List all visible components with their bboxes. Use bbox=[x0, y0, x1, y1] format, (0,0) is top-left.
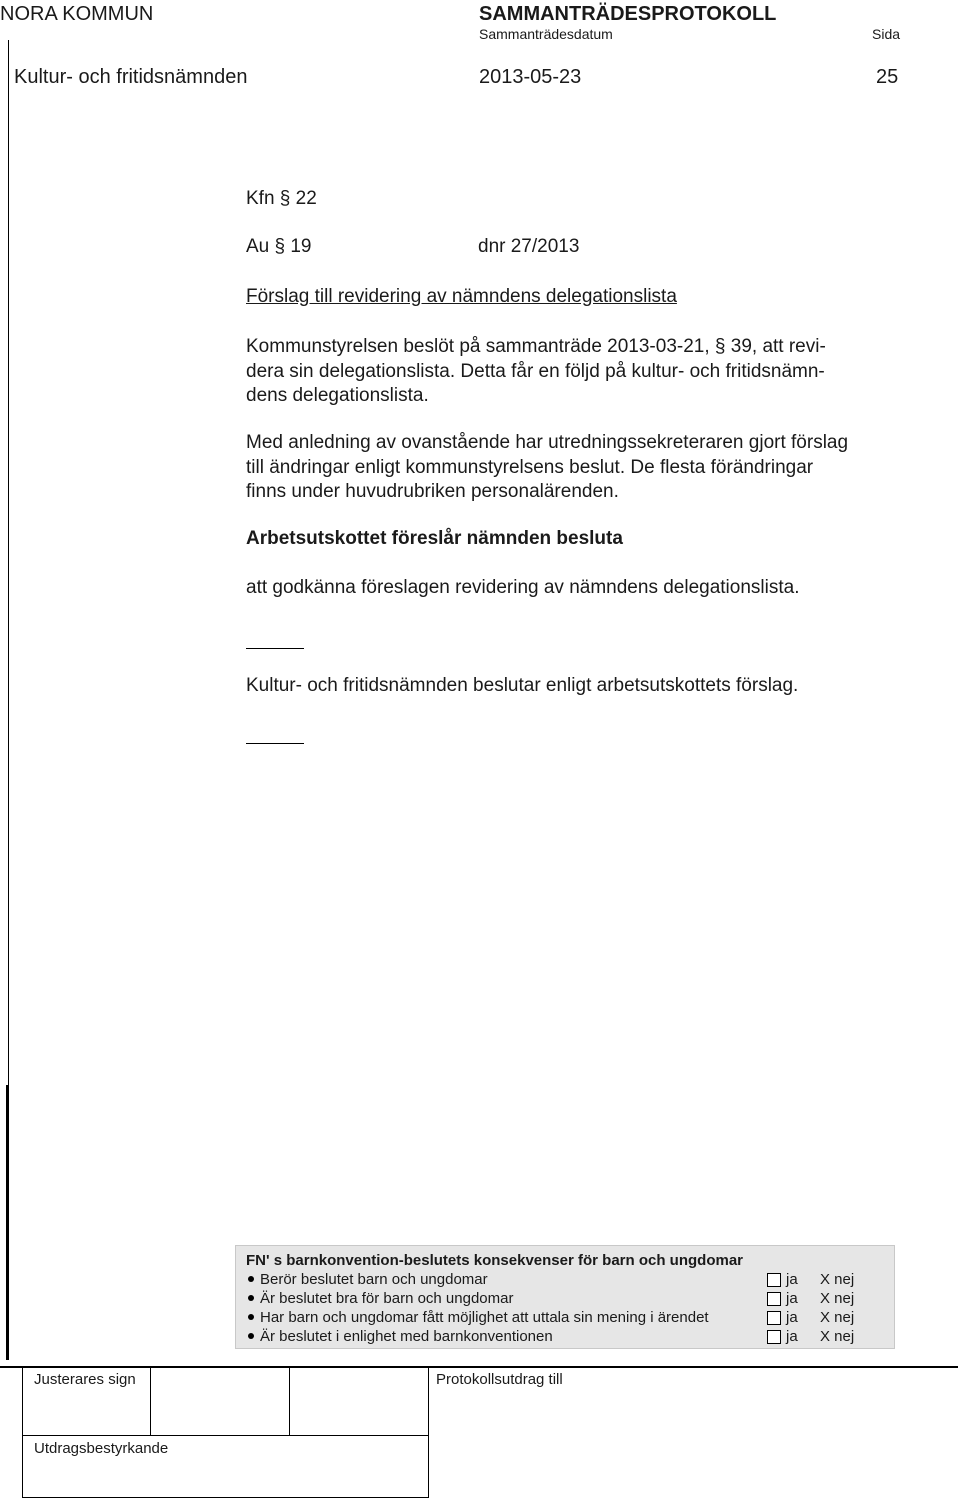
au-paragraph-number: Au § 19 bbox=[246, 236, 312, 257]
paragraph-line: finns under huvudrubriken personalärenden. bbox=[246, 481, 619, 502]
paragraph-proposal-basis bbox=[246, 431, 906, 505]
ja-checkbox[interactable] bbox=[767, 1330, 781, 1344]
paragraph-line: till ändringar enligt kommunstyrelsens beslut. De flesta förändringar bbox=[246, 456, 814, 478]
ja-checkbox[interactable] bbox=[767, 1292, 781, 1306]
child-rights-row bbox=[236, 1309, 894, 1328]
section-divider bbox=[246, 743, 304, 744]
child-rights-title: FN' s barnkonvention-beslutets konsekvenser för barn och ungdomar bbox=[246, 1252, 743, 1269]
bullet-icon bbox=[248, 1314, 254, 1320]
bullet-icon bbox=[248, 1276, 254, 1282]
committee-name: Kultur- och fritidsnämnden bbox=[14, 66, 248, 88]
child-rights-question: Berör beslutet barn och ungdomar bbox=[260, 1271, 488, 1288]
meeting-date: 2013-05-23 bbox=[479, 66, 582, 88]
page-number: 25 bbox=[876, 66, 899, 88]
bullet-icon bbox=[248, 1333, 254, 1339]
utdragsbestyrkande-label: Utdragsbestyrkande bbox=[34, 1440, 169, 1457]
child-rights-question: Är beslutet bra för barn och ungdomar bbox=[260, 1290, 514, 1307]
child-rights-question: Har barn och ungdomar fått möjlighet att uttala sin mening i ärendet bbox=[260, 1309, 709, 1326]
ja-checkbox[interactable] bbox=[767, 1273, 781, 1287]
left-margin-rule-bold bbox=[6, 1085, 9, 1360]
justerares-sign-label: Justerares sign bbox=[34, 1371, 136, 1388]
paragraph-line: dera sin delegationslista. Detta får en följd på kultur- och fritidsnämn- bbox=[246, 360, 825, 382]
paragraph-line: Med anledning av ovanstående har utredningssekreteraren gjort förslag bbox=[246, 432, 849, 453]
child-rights-row bbox=[236, 1290, 894, 1309]
protokollsutdrag-label: Protokollsutdrag till bbox=[436, 1371, 563, 1388]
footer-divider bbox=[289, 1368, 290, 1435]
child-rights-question: Är beslutet i enlighet med barnkonventionen bbox=[260, 1328, 553, 1345]
bullet-icon bbox=[248, 1295, 254, 1301]
date-label: Sammanträdesdatum bbox=[479, 26, 613, 42]
ja-label: ja bbox=[786, 1328, 798, 1345]
ja-checkbox[interactable] bbox=[767, 1311, 781, 1325]
nej-answer: X nej bbox=[820, 1328, 855, 1345]
footer-left-border bbox=[22, 1368, 23, 1498]
ja-label: ja bbox=[786, 1271, 798, 1288]
case-title: Förslag till revidering av nämndens delegationslista bbox=[246, 286, 677, 307]
child-rights-row bbox=[236, 1271, 894, 1290]
footer-mid-rule bbox=[22, 1435, 428, 1436]
footer-bottom-rule bbox=[22, 1497, 428, 1498]
nej-answer: X nej bbox=[820, 1271, 855, 1288]
page-label: Sida bbox=[872, 26, 901, 42]
footer-divider bbox=[150, 1368, 151, 1435]
document-type: SAMMANTRÄDESPROTOKOLL bbox=[479, 3, 777, 25]
nej-answer: X nej bbox=[820, 1309, 855, 1326]
ja-label: ja bbox=[786, 1309, 798, 1326]
ja-label: ja bbox=[786, 1290, 798, 1307]
proposal-text: att godkänna föreslagen revidering av nämndens delegationslista. bbox=[246, 577, 800, 598]
child-rights-box bbox=[235, 1245, 895, 1349]
paragraph-line: dens delegationslista. bbox=[246, 385, 429, 406]
child-rights-row bbox=[236, 1328, 894, 1347]
paragraph-line: Kommunstyrelsen beslöt på sammanträde 2013-03-21, § 39, att revi- bbox=[246, 336, 826, 357]
footer-divider bbox=[428, 1368, 429, 1498]
org-name: NORA KOMMUN bbox=[0, 3, 154, 25]
section-divider bbox=[246, 648, 304, 649]
case-dnr: dnr 27/2013 bbox=[478, 236, 580, 257]
kfn-paragraph-number: Kfn § 22 bbox=[246, 188, 317, 209]
paragraph-background bbox=[246, 335, 906, 409]
footer-top-rule bbox=[0, 1366, 958, 1368]
decision-text: Kultur- och fritidsnämnden beslutar enligt arbetsutskottets förslag. bbox=[246, 675, 799, 696]
proposal-heading: Arbetsutskottet föreslår nämnden besluta bbox=[246, 528, 623, 549]
nej-answer: X nej bbox=[820, 1290, 855, 1307]
